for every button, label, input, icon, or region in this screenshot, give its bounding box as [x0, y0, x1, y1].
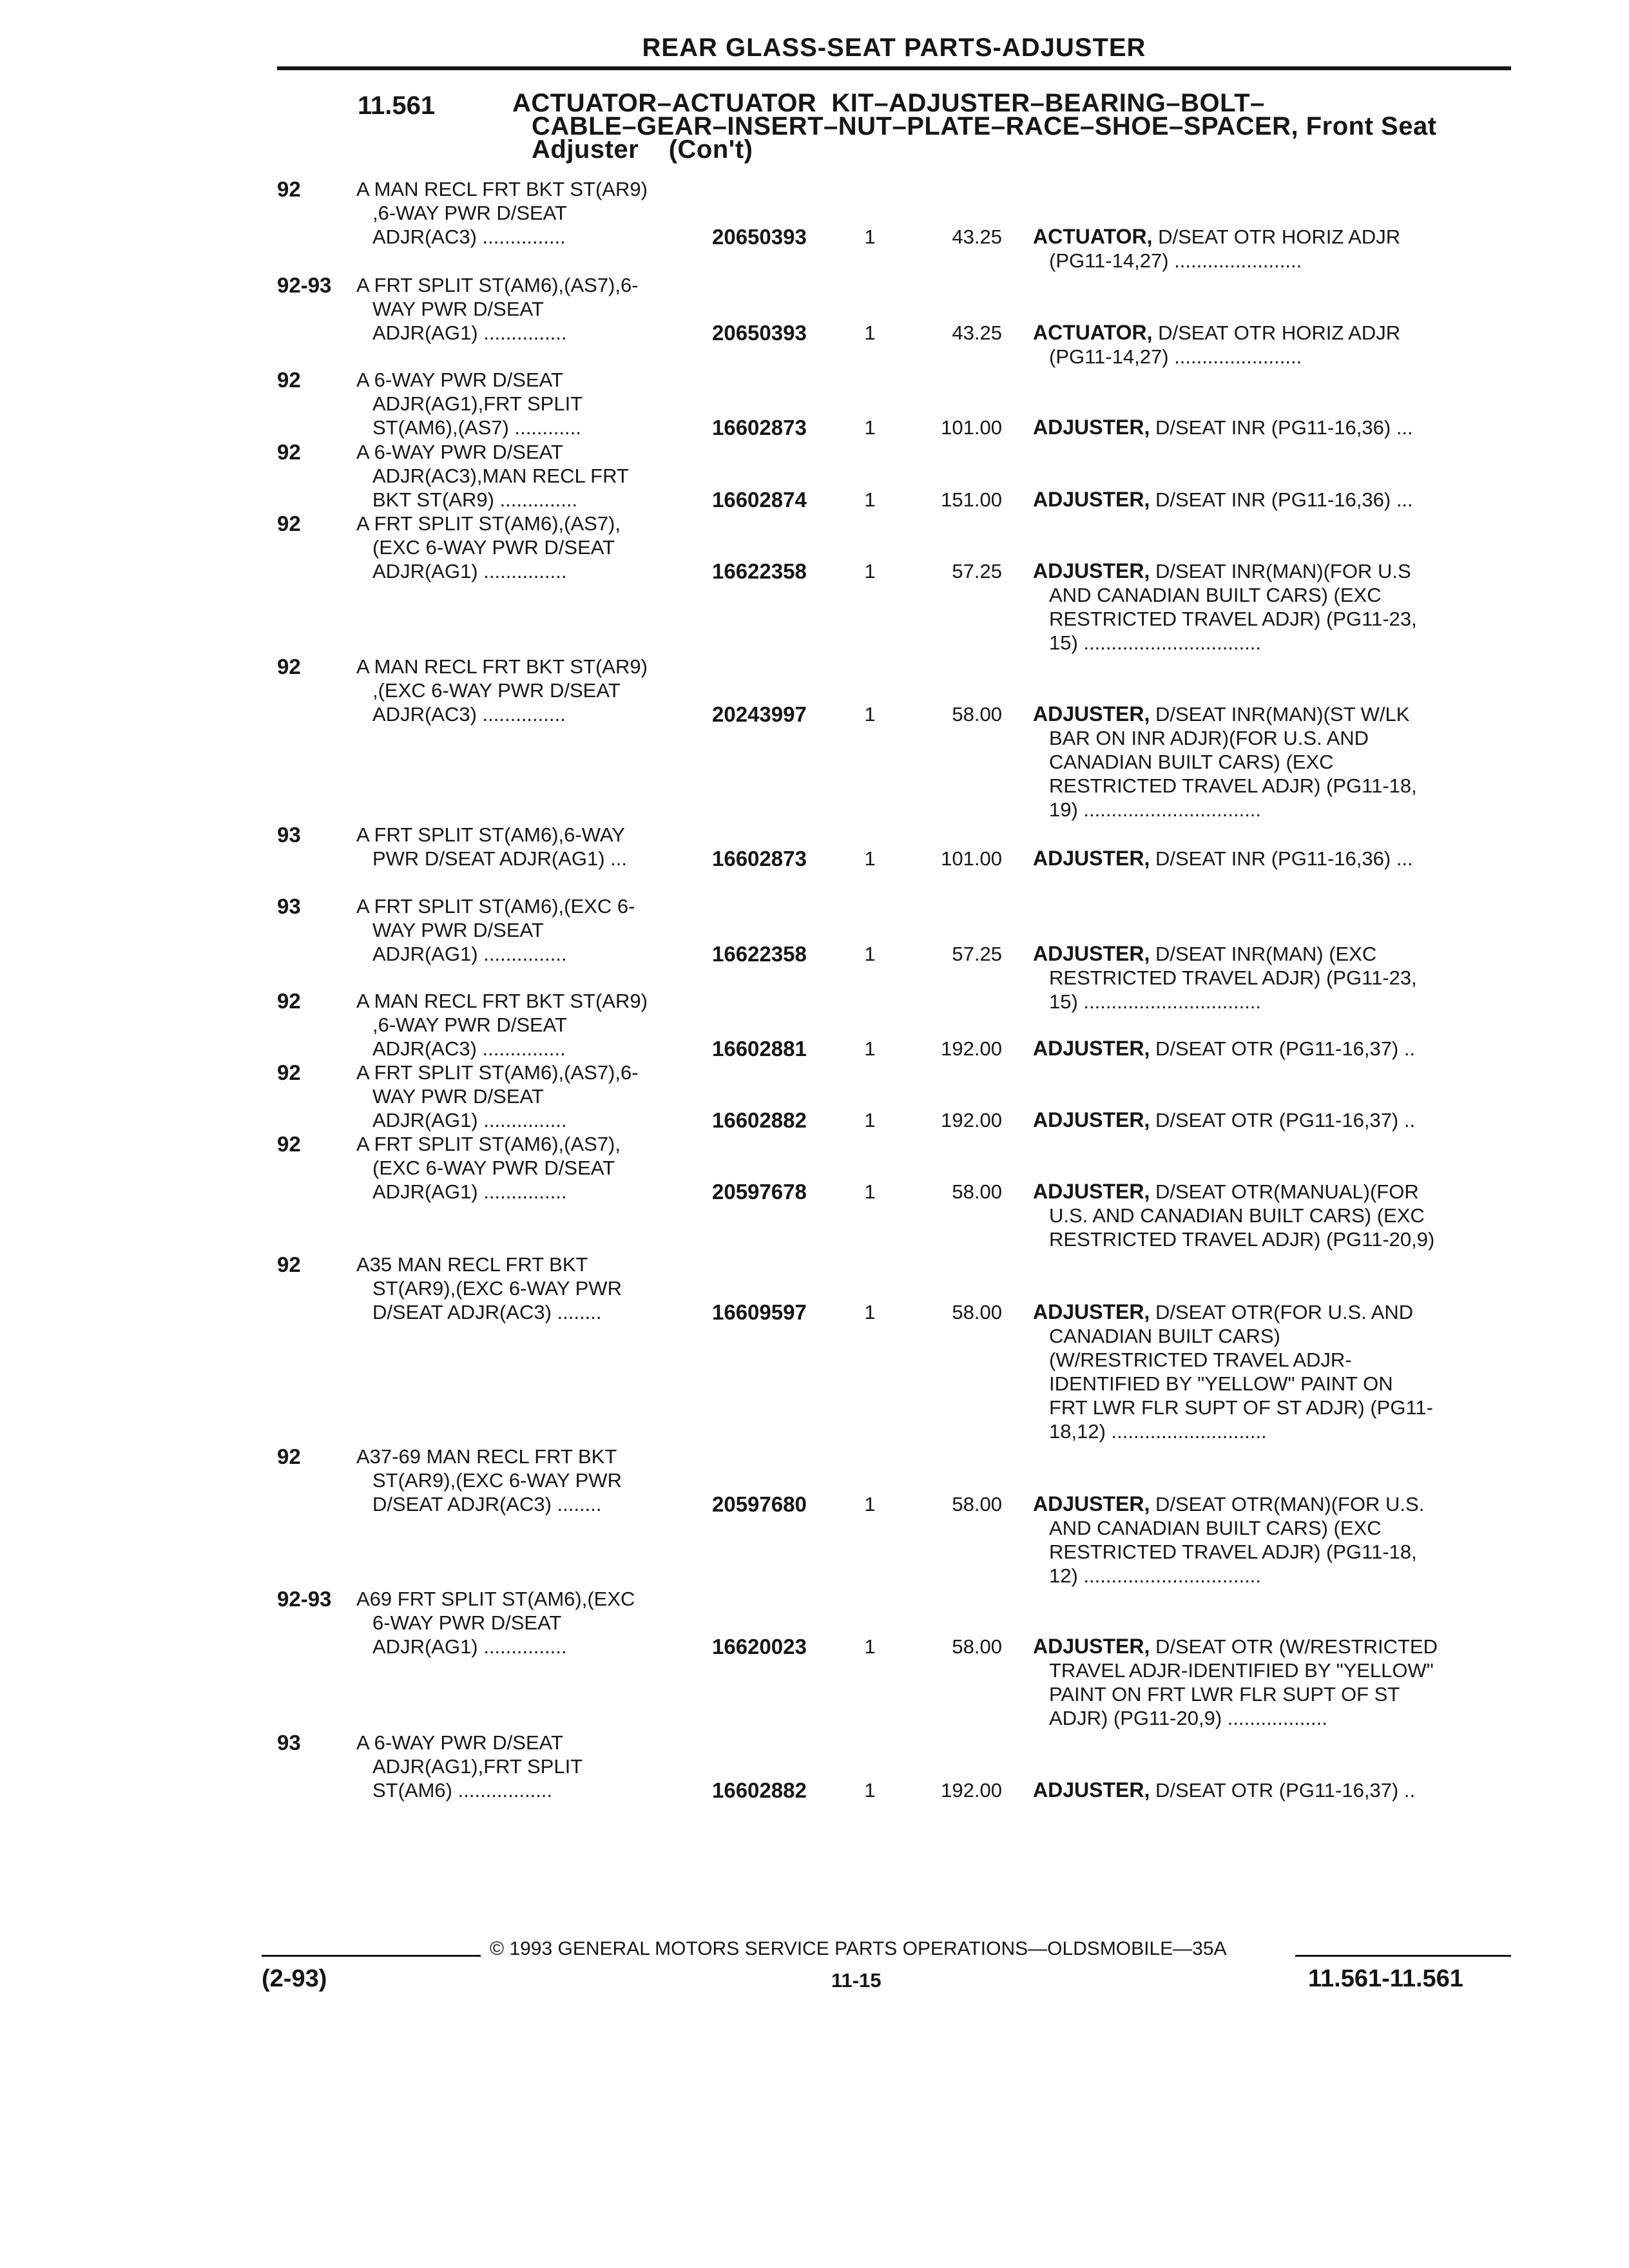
- application-line: A37-69 MAN RECL FRT BKT: [356, 1445, 617, 1468]
- part-description-text: D/SEAT OTR (PG11-16,37) ..: [1150, 1779, 1416, 1802]
- quantity: 1: [864, 226, 876, 248]
- section-title-line: CABLE–GEAR–INSERT–NUT–PLATE–RACE–SHOE–SPACER, Front Seat: [532, 112, 1437, 140]
- application-line: ,6-WAY PWR D/SEAT: [372, 202, 567, 224]
- application-line: A MAN RECL FRT BKT ST(AR9): [356, 990, 648, 1012]
- application-line: A 6-WAY PWR D/SEAT: [356, 1731, 563, 1754]
- quantity: 1: [864, 943, 876, 965]
- part-number: 16602881: [712, 1037, 807, 1061]
- part-number: 20650393: [712, 321, 807, 345]
- part-name: ADJUSTER,: [1033, 1037, 1150, 1060]
- footer-copyright: © 1993 GENERAL MOTORS SERVICE PARTS OPERATIONS—OLDSMOBILE—35A: [490, 1938, 1227, 1959]
- part-description-line: [1033, 942, 1503, 966]
- application-line: ADJR(AG1) ...............: [372, 1180, 567, 1203]
- model-year: 92: [277, 1253, 301, 1276]
- price: 58.00: [952, 1635, 1002, 1658]
- part-description: [1033, 1635, 1503, 1730]
- part-description-line: RESTRICTED TRAVEL ADJR) (PG11-23,: [1049, 608, 1417, 630]
- part-description: [1033, 1037, 1503, 1061]
- part-name: ACTUATOR,: [1033, 225, 1153, 248]
- price: 57.25: [952, 560, 1002, 582]
- part-description-line: [1033, 1778, 1503, 1802]
- application-line: D/SEAT ADJR(AC3) ........: [372, 1493, 602, 1515]
- quantity: 1: [864, 1180, 876, 1203]
- application-line: ADJR(AC3) ...............: [372, 1037, 566, 1060]
- part-description: [1033, 702, 1503, 822]
- application-description: [356, 1253, 704, 1324]
- price: 101.00: [941, 416, 1002, 439]
- application-line: ADJR(AC3) ...............: [372, 703, 566, 726]
- part-description-line: 15) ................................: [1049, 990, 1262, 1013]
- part-description-text: D/SEAT INR (PG11-16,36) ...: [1150, 416, 1413, 439]
- part-description-line: [1033, 416, 1503, 439]
- part-name: ADJUSTER,: [1033, 702, 1150, 726]
- price: 43.25: [952, 226, 1002, 248]
- application-line: A MAN RECL FRT BKT ST(AR9): [356, 178, 648, 200]
- model-year: 92: [277, 368, 301, 392]
- quantity: 1: [864, 703, 876, 726]
- application-line: ADJR(AG1) ...............: [372, 1635, 567, 1658]
- application-line: ADJR(AC3),MAN RECL FRT: [372, 465, 629, 487]
- part-description: [1033, 488, 1503, 512]
- model-year: 93: [277, 1731, 301, 1754]
- price: 58.00: [952, 1493, 1002, 1515]
- part-number: 16622358: [712, 942, 807, 966]
- application-line: A FRT SPLIT ST(AM6),(AS7),6-: [356, 274, 639, 296]
- footer-rule: [1295, 1955, 1511, 1957]
- part-description: [1033, 942, 1503, 1014]
- part-description-line: RESTRICTED TRAVEL ADJR) (PG11-23,: [1049, 966, 1417, 989]
- part-description-line: [1033, 1300, 1503, 1324]
- part-description-line: PAINT ON FRT LWR FLR SUPT OF ST: [1049, 1683, 1400, 1706]
- part-description-text: D/SEAT OTR (PG11-16,37) ..: [1150, 1037, 1416, 1060]
- application-line: (EXC 6-WAY PWR D/SEAT: [372, 536, 615, 559]
- application-description: [356, 512, 704, 583]
- application-line: ADJR(AC3) ...............: [372, 226, 566, 248]
- section-number: 11.561: [358, 91, 436, 120]
- model-year: 92: [277, 440, 301, 464]
- part-description-line: CANADIAN BUILT CARS) (EXC: [1049, 751, 1334, 773]
- model-year: 92: [277, 1061, 301, 1084]
- model-year: 92: [277, 177, 301, 201]
- part-description-line: [1033, 702, 1503, 726]
- price: 58.00: [952, 703, 1002, 726]
- part-description-line: [1033, 1108, 1503, 1132]
- application-description: [356, 1731, 704, 1802]
- quantity: 1: [864, 488, 876, 511]
- application-line: A FRT SPLIT ST(AM6),(AS7),: [356, 512, 621, 535]
- quantity: 1: [864, 1037, 876, 1060]
- quantity: 1: [864, 1779, 876, 1802]
- application-description: [356, 1132, 704, 1204]
- application-description: [356, 368, 704, 439]
- part-description: [1033, 1492, 1503, 1588]
- footer-rule: [262, 1955, 481, 1957]
- part-description-text: D/SEAT OTR (PG11-16,37) ..: [1150, 1109, 1416, 1131]
- price: 58.00: [952, 1180, 1002, 1203]
- part-number: 16602873: [712, 847, 807, 870]
- part-name: ADJUSTER,: [1033, 416, 1150, 439]
- application-description: [356, 273, 704, 345]
- application-line: A69 FRT SPLIT ST(AM6),(EXC: [356, 1588, 635, 1610]
- part-description-line: CANADIAN BUILT CARS): [1049, 1325, 1280, 1347]
- application-line: ADJR(AG1),FRT SPLIT: [372, 1755, 583, 1778]
- application-line: ADJR(AG1) ...............: [372, 560, 567, 582]
- section-title-line: ACTUATOR–ACTUATOR KIT–ADJUSTER–BEARING–BOLT–: [512, 89, 1265, 117]
- application-line: D/SEAT ADJR(AC3) ........: [372, 1301, 602, 1323]
- application-line: BKT ST(AR9) ..............: [372, 488, 578, 511]
- application-line: ,6-WAY PWR D/SEAT: [372, 1014, 567, 1036]
- part-description-line: [1033, 559, 1503, 583]
- application-line: ST(AR9),(EXC 6-WAY PWR: [372, 1277, 622, 1300]
- application-line: A FRT SPLIT ST(AM6),(AS7),6-: [356, 1061, 639, 1084]
- application-description: [356, 440, 704, 512]
- part-name: ADJUSTER,: [1033, 488, 1150, 511]
- part-description: [1033, 1180, 1503, 1251]
- application-description: [356, 1445, 704, 1516]
- model-year: 93: [277, 894, 301, 918]
- part-number: 16620023: [712, 1635, 807, 1658]
- quantity: 1: [864, 847, 876, 870]
- part-description-line: (W/RESTRICTED TRAVEL ADJR-: [1049, 1349, 1352, 1371]
- application-line: ,(EXC 6-WAY PWR D/SEAT: [372, 679, 621, 702]
- model-year: 92: [277, 1132, 301, 1156]
- application-description: [356, 177, 704, 249]
- application-line: ADJR(AG1) ...............: [372, 943, 567, 965]
- application-description: [356, 823, 704, 870]
- part-description-line: FRT LWR FLR SUPT OF ST ADJR) (PG11-: [1049, 1396, 1433, 1419]
- part-description-line: 15) ................................: [1049, 631, 1262, 654]
- price: 192.00: [941, 1037, 1002, 1060]
- model-year: 92: [277, 512, 301, 535]
- price: 192.00: [941, 1779, 1002, 1802]
- part-name: ADJUSTER,: [1033, 1635, 1150, 1658]
- part-description-line: [1033, 1180, 1503, 1204]
- part-number: 16602874: [712, 488, 807, 512]
- part-number: 20243997: [712, 702, 807, 726]
- part-description-text: D/SEAT OTR HORIZ ADJR: [1152, 226, 1401, 248]
- application-description: [356, 1587, 704, 1658]
- model-year: 92: [277, 655, 301, 678]
- part-description-line: [1033, 225, 1503, 249]
- part-description-line: [1033, 488, 1503, 512]
- footer-page-number: 11-15: [831, 1969, 882, 1992]
- application-line: A FRT SPLIT ST(AM6),(EXC 6-: [356, 895, 635, 918]
- part-description-line: RESTRICTED TRAVEL ADJR) (PG11-18,: [1049, 774, 1417, 797]
- part-description: [1033, 225, 1503, 273]
- application-description: [356, 1061, 704, 1132]
- part-description: [1033, 559, 1503, 655]
- part-description-line: [1033, 1037, 1503, 1061]
- part-description-text: D/SEAT OTR(MAN)(FOR U.S.: [1150, 1493, 1425, 1515]
- quantity: 1: [864, 416, 876, 439]
- application-line: 6-WAY PWR D/SEAT: [372, 1611, 562, 1634]
- part-description: [1033, 1778, 1503, 1802]
- part-number: 20597678: [712, 1180, 807, 1204]
- quantity: 1: [864, 322, 876, 344]
- application-line: A35 MAN RECL FRT BKT: [356, 1253, 588, 1276]
- part-description-line: [1033, 1635, 1503, 1658]
- price: 43.25: [952, 322, 1002, 344]
- part-name: ADJUSTER,: [1033, 847, 1150, 870]
- part-description-text: D/SEAT INR(MAN)(ST W/LK: [1150, 703, 1410, 726]
- part-description: [1033, 1300, 1503, 1443]
- model-year: 93: [277, 823, 301, 847]
- part-description-text: D/SEAT INR(MAN)(FOR U.S: [1150, 560, 1411, 582]
- part-description-line: 19) ................................: [1049, 798, 1262, 821]
- price: 101.00: [941, 847, 1002, 870]
- part-description-text: D/SEAT INR (PG11-16,36) ...: [1150, 847, 1413, 870]
- footer-section-range: 11.561-11.561: [1308, 1965, 1463, 1992]
- part-description-line: (PG11-14,27) .......................: [1049, 249, 1302, 272]
- part-description-line: BAR ON INR ADJR)(FOR U.S. AND: [1049, 727, 1369, 749]
- part-description-text: D/SEAT OTR (W/RESTRICTED: [1150, 1635, 1438, 1658]
- part-description-line: AND CANADIAN BUILT CARS) (EXC: [1049, 584, 1382, 606]
- application-line: WAY PWR D/SEAT: [372, 298, 544, 320]
- part-description: [1033, 1108, 1503, 1132]
- part-name: ADJUSTER,: [1033, 1108, 1150, 1131]
- part-name: ADJUSTER,: [1033, 1778, 1150, 1802]
- part-description-text: D/SEAT OTR(FOR U.S. AND: [1150, 1301, 1414, 1323]
- part-description: [1033, 416, 1503, 439]
- application-line: ADJR(AG1) ...............: [372, 322, 567, 344]
- quantity: 1: [864, 1635, 876, 1658]
- application-line: ST(AM6),(AS7) ............: [372, 416, 581, 439]
- quantity: 1: [864, 1493, 876, 1515]
- application-line: ST(AM6) .................: [372, 1779, 553, 1802]
- part-number: 16602882: [712, 1108, 807, 1132]
- model-year: 92: [277, 989, 301, 1013]
- part-description-text: D/SEAT OTR(MANUAL)(FOR: [1150, 1180, 1419, 1203]
- application-line: PWR D/SEAT ADJR(AG1) ...: [372, 847, 628, 870]
- part-description-line: RESTRICTED TRAVEL ADJR) (PG11-18,: [1049, 1541, 1417, 1563]
- application-line: A MAN RECL FRT BKT ST(AR9): [356, 655, 648, 678]
- application-line: ADJR(AG1) ...............: [372, 1109, 567, 1131]
- part-description-line: RESTRICTED TRAVEL ADJR) (PG11-20,9): [1049, 1228, 1435, 1251]
- part-description-line: [1033, 321, 1503, 345]
- part-description-text: D/SEAT INR(MAN) (EXC: [1150, 943, 1377, 965]
- application-line: WAY PWR D/SEAT: [372, 1085, 544, 1108]
- part-name: ADJUSTER,: [1033, 1492, 1150, 1515]
- part-description-line: AND CANADIAN BUILT CARS) (EXC: [1049, 1517, 1382, 1539]
- part-number: 20597680: [712, 1492, 807, 1516]
- price: 192.00: [941, 1109, 1002, 1131]
- part-number: 20650393: [712, 225, 807, 249]
- application-line: WAY PWR D/SEAT: [372, 919, 544, 941]
- part-description: [1033, 321, 1503, 369]
- application-line: A 6-WAY PWR D/SEAT: [356, 441, 563, 463]
- part-number: 16602873: [712, 416, 807, 439]
- part-number: 16609597: [712, 1300, 807, 1324]
- part-description-line: 18,12) ............................: [1049, 1420, 1267, 1443]
- part-description-line: [1033, 1492, 1503, 1516]
- part-description: [1033, 847, 1503, 870]
- application-line: A FRT SPLIT ST(AM6),(AS7),: [356, 1133, 621, 1155]
- part-name: ADJUSTER,: [1033, 1180, 1150, 1203]
- section-title-line: Adjuster (Con't): [532, 135, 753, 164]
- application-line: ADJR(AG1),FRT SPLIT: [372, 392, 583, 415]
- price: 151.00: [941, 488, 1002, 511]
- application-description: [356, 655, 704, 726]
- part-description-text: D/SEAT OTR HORIZ ADJR: [1152, 322, 1401, 344]
- application-line: ST(AR9),(EXC 6-WAY PWR: [372, 1469, 622, 1492]
- quantity: 1: [864, 1109, 876, 1131]
- part-number: 16602882: [712, 1778, 807, 1802]
- price: 57.25: [952, 943, 1002, 965]
- part-name: ADJUSTER,: [1033, 1300, 1150, 1323]
- part-description-line: U.S. AND CANADIAN BUILT CARS) (EXC: [1049, 1204, 1425, 1227]
- model-year: 92-93: [277, 273, 332, 297]
- part-description-line: 12) ................................: [1049, 1564, 1262, 1587]
- part-name: ACTUATOR,: [1033, 321, 1153, 344]
- part-description-line: IDENTIFIED BY "YELLOW" PAINT ON: [1049, 1372, 1393, 1395]
- application-line: (EXC 6-WAY PWR D/SEAT: [372, 1157, 615, 1179]
- part-description-line: ADJR) (PG11-20,9) ..................: [1049, 1707, 1327, 1729]
- application-description: [356, 894, 704, 966]
- part-number: 16622358: [712, 559, 807, 583]
- quantity: 1: [864, 1301, 876, 1323]
- price: 58.00: [952, 1301, 1002, 1323]
- quantity: 1: [864, 560, 876, 582]
- part-name: ADJUSTER,: [1033, 559, 1150, 582]
- application-line: A FRT SPLIT ST(AM6),6-WAY: [356, 823, 625, 846]
- part-description-text: D/SEAT INR (PG11-16,36) ...: [1150, 488, 1413, 511]
- part-description-line: TRAVEL ADJR-IDENTIFIED BY "YELLOW": [1049, 1659, 1434, 1682]
- footer-date: (2-93): [262, 1965, 327, 1992]
- part-description-line: (PG11-14,27) .......................: [1049, 345, 1302, 368]
- model-year: 92: [277, 1445, 301, 1468]
- application-line: A 6-WAY PWR D/SEAT: [356, 369, 563, 391]
- part-description-line: [1033, 847, 1503, 870]
- part-name: ADJUSTER,: [1033, 942, 1150, 965]
- model-year: 92-93: [277, 1587, 332, 1611]
- application-description: [356, 989, 704, 1061]
- page-header: REAR GLASS-SEAT PARTS-ADJUSTER: [642, 34, 1146, 62]
